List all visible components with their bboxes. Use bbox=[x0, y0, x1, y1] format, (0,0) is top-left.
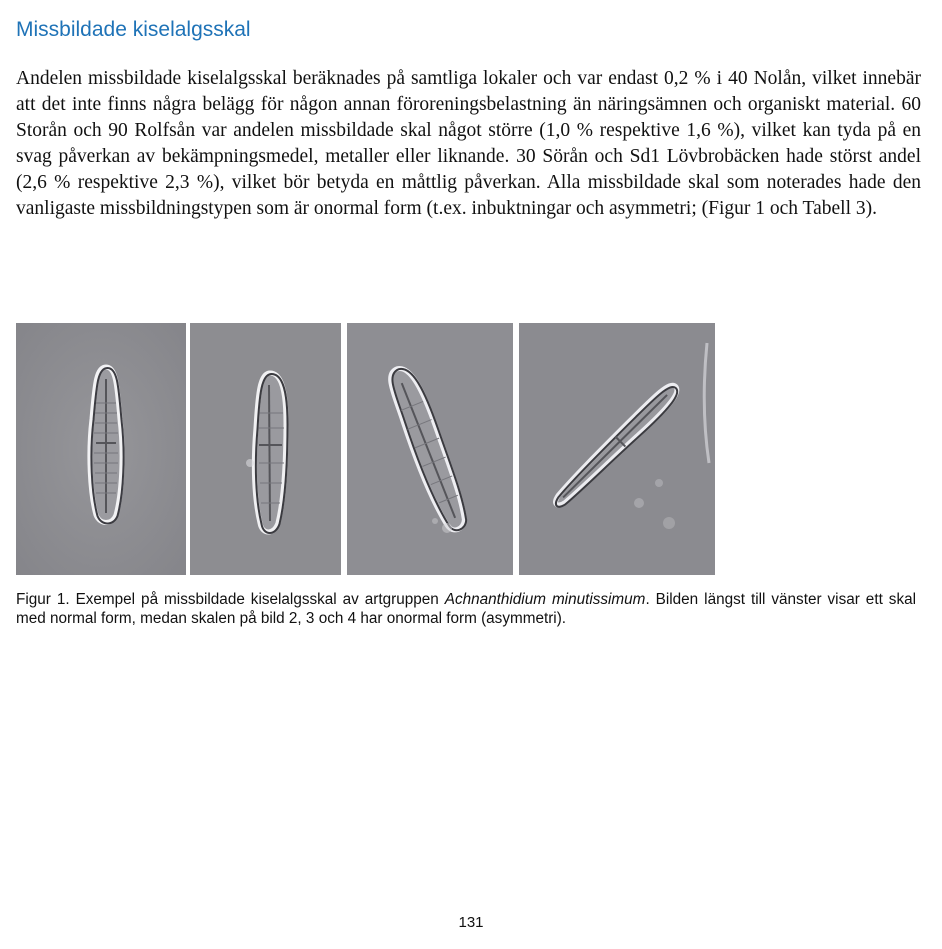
micrograph-normal-form bbox=[16, 323, 186, 575]
micrograph-abnormal-4 bbox=[519, 323, 715, 575]
section-heading: Missbildade kiselalgsskal bbox=[16, 18, 251, 41]
figure-caption bbox=[16, 590, 916, 628]
micrograph-abnormal-2 bbox=[190, 323, 341, 575]
micrograph-abnormal-3 bbox=[347, 323, 513, 575]
caption-species-name: Achnanthidium minutissimum bbox=[444, 591, 646, 608]
body-paragraph: Andelen missbildade kiselalgsskal beräknades på samtliga lokaler och var endast 0,2 % i 40 Nolån, vilket innebär att det inte finns några belägg för någon annan föroreningsbelastning än näringsämnen och organiskt material. 60 Storån och 90 Rolfsån var andelen missbildade skal något större (1,0 % respektive 1,6 %), vilket kan tyda på en svag påverkan av bekämpningsmedel, metaller eller liknande. 30 Sörån och Sd1 Lövbrobäcken hade störst andel (2,6 % respektive 2,3 %), vilket bör betyda en måttlig påverkan. Alla missbildade skal som noterades hade den vanligaste missbildningstypen som är onormal form (t.ex. inbuktningar och asymmetri; (Figur 1 och Tabell 3). bbox=[16, 68, 921, 219]
page-number: 131 bbox=[458, 914, 484, 931]
caption-suffix: . Bilden längst till vänster visar ett skal med normal form, medan skalen på bild 2, 3 och 4 har onormal form (asymmetri). bbox=[16, 591, 917, 627]
caption-prefix: Figur 1. Exempel på missbildade kiselalgsskal av artgruppen bbox=[16, 591, 445, 608]
